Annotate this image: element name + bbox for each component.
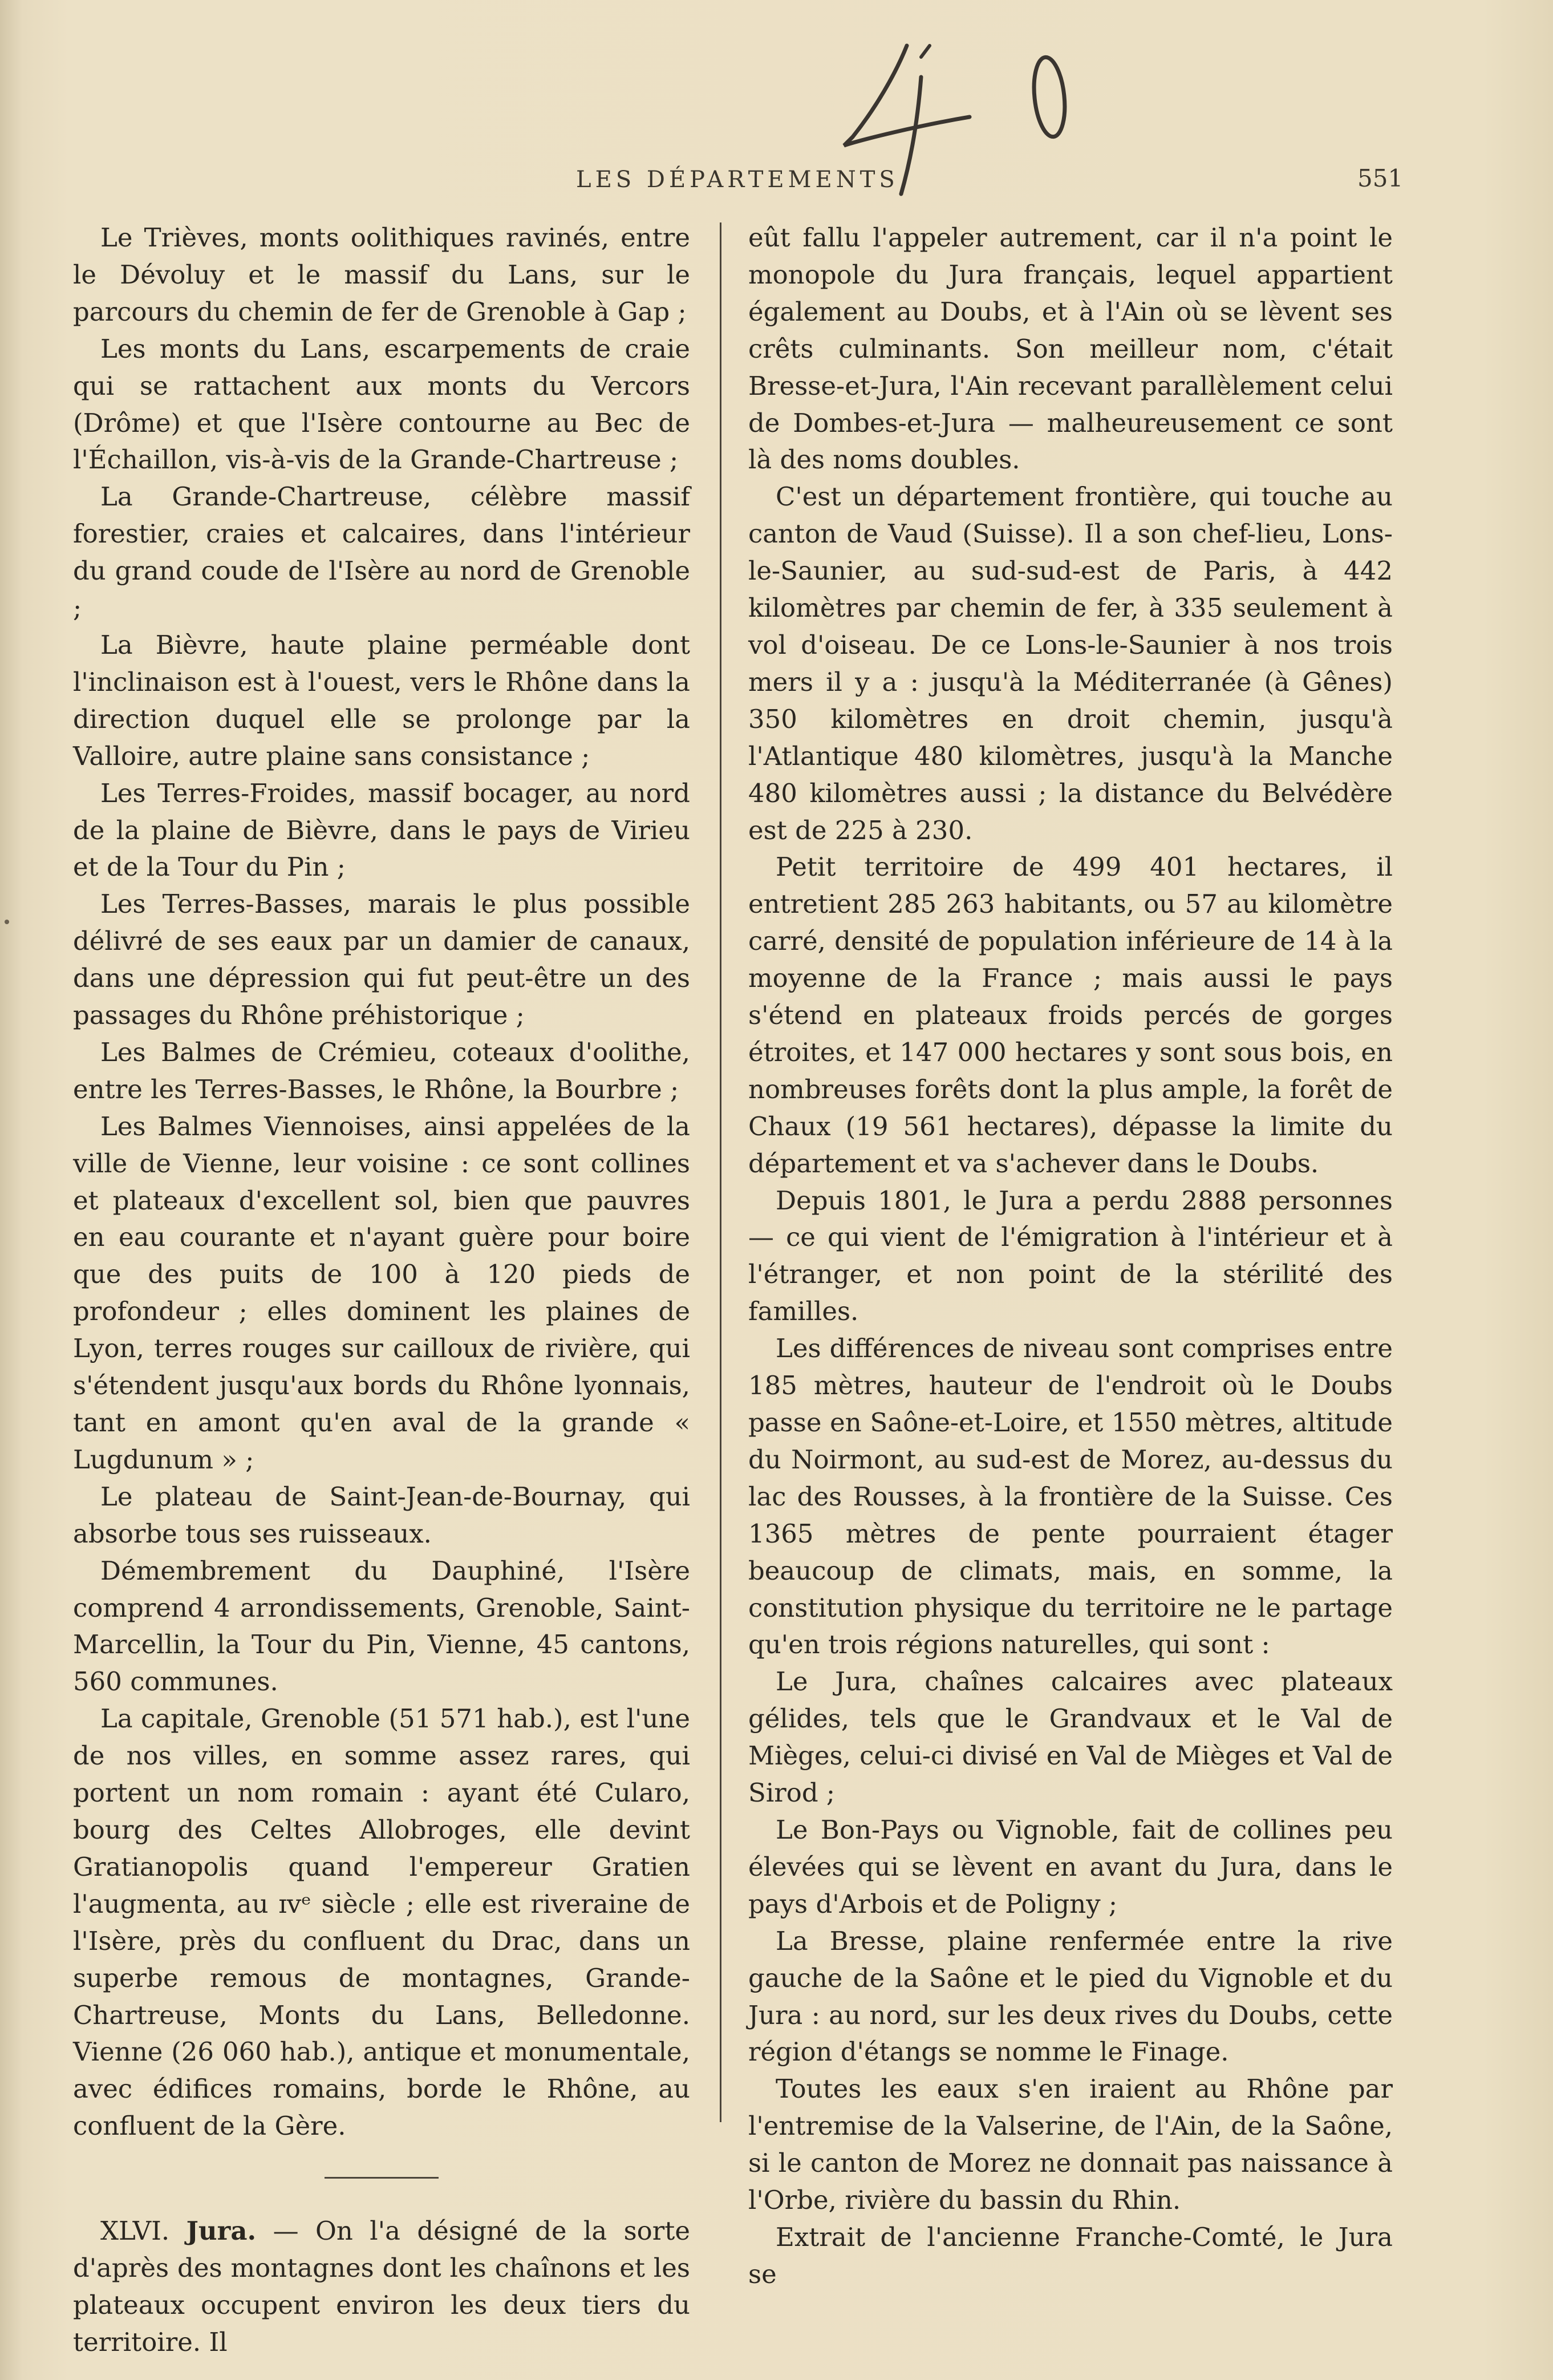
paragraph: Toutes les eaux s'en iraient au Rhône par l'entremise de la Valserine, de l'Ain, de la Saône, si le canton de Morez ne donnait pas naissance à l'Orbe, rivière du bassin du Rhin. <box>748 2074 1393 2216</box>
paragraph: Les Balmes Viennoises, ainsi appelées de la ville de Vienne, leur voisine : ce sont collines et plateaux d'excellent sol, bien que pauvres en eau courante et n'ayant guère pour boire que des puits de 100 à 120 pieds de profondeur ; elles dominent les plaines de Lyon, terres rouges sur cailloux de rivière, qui s'étendent jusqu'aux bords du Rhône lyonnais, tant en amont qu'en aval de la grande « Lugdunum » ; <box>73 1111 690 1475</box>
paragraph: La Bresse, plaine renfermée entre la rive gauche de la Saône et le pied du Vignoble et du Jura : au nord, sur les deux rives du Doubs, cette région d'étangs se nomme le Finage. <box>748 1925 1393 2067</box>
paragraph: C'est un département frontière, qui touche au canton de Vaud (Suisse). Il a son chef-lieu, Lons-le-Saunier, au sud-sud-est de Paris, à 442 kilomètres par chemin de fer, à 335 seulement à vol d'oiseau. De ce Lons-le-Saunier à nos trois mers il y a : jusqu'à la Méditerranée (à Gênes) 350 kilomètres en droit chemin, jusqu'à l'Atlantique 480 kilomètres, jusqu'à la Manche 480 kilomètres aussi ; la distance du Belvédère est de 225 à 230. <box>748 481 1393 845</box>
paragraph: Le Trièves, monts oolithiques ravinés, entre le Dévoluy et le massif du Lans, sur le parcours du chemin de fer de Grenoble à Gap ; <box>73 222 690 327</box>
right-column <box>748 220 1393 2293</box>
paragraph: Les Balmes de Crémieu, coteaux d'oolithe, entre les Terres-Basses, le Rhône, la Bourbre ; <box>73 1037 690 1104</box>
section-text: — On l'a désigné de la sorte d'après des montagnes dont les chaînons et les plateaux occupent environ les deux tiers du territoire. Il <box>73 2216 690 2357</box>
paragraph: La capitale, Grenoble (51 571 hab.), est l'une de nos villes, en somme assez rares, qui portent un nom romain : ayant été Cularo, bourg des Celtes Allobroges, elle devint Gratianopolis quand l'empereur Gratien l'augmenta, au ɪᴠᵉ siècle ; elle est riveraine de l'Isère, près du confluent du Drac, dans un superbe remous de montagnes, Grande-Chartreuse, Monts du Lans, Belledonne. Vienne (26 060 hab.), antique et monumentale, avec édifices romains, borde le Rhône, au confluent de la Gère. <box>73 1703 690 2142</box>
page-number: 551 <box>1357 164 1404 192</box>
section-title: Jura. <box>186 2216 257 2247</box>
paragraph: Extrait de l'ancienne Franche-Comté, le Jura se <box>748 2221 1393 2289</box>
paragraph: eût fallu l'appeler autrement, car il n'a point le monopole du Jura français, lequel appartient également au Doubs, et à l'Ain où se lèvent ses crêts culminants. Son meilleur nom, c'était Bresse-et-Jura, l'Ain recevant parallèlement celui de Dombes-et-Jura — malheureusement ce sont là des noms doubles. <box>748 222 1393 475</box>
paragraph: Le Jura, chaînes calcaires avec plateaux gélides, tels que le Grandvaux et le Val de Mièges, celui-ci divisé en Val de Mièges et Val de Sirod ; <box>748 1666 1393 1808</box>
column-divider <box>720 222 721 2122</box>
paragraph: Petit territoire de 499 401 hectares, il entretient 285 263 habitants, ou 57 au kilomètre carré, densité de population inférieure de 14 à la moyenne de la France ; mais aussi le pays s'étend en plateaux froids percés de gorges étroites, et 147 000 hectares y sont sous bois, en nombreuses forêts dont la plus ample, la forêt de Chaux (19 561 hectares), dépasse la limite du département et va s'achever dans le Doubs. <box>748 852 1393 1179</box>
left-column <box>73 220 690 2361</box>
paragraph: La Grande-Chartreuse, célèbre massif forestier, craies et calcaires, dans l'intérieur du grand coude de l'Isère au nord de Grenoble ; <box>73 481 690 624</box>
paragraph: Les monts du Lans, escarpements de craie qui se rattachent aux monts du Vercors (Drôme) et que l'Isère contourne au Bec de l'Échaillon, vis-à-vis de la Grande-Chartreuse ; <box>73 333 690 475</box>
paragraph: Les Terres-Froides, massif bocager, au nord de la plaine de Bièvre, dans le pays de Virieu et de la Tour du Pin ; <box>73 778 690 883</box>
paragraph: La Bièvre, haute plaine perméable dont l'inclinaison est à l'ouest, vers le Rhône dans la direction duquel elle se prolonge par la Valloire, autre plaine sans consistance ; <box>73 629 690 771</box>
paragraph: Le plateau de Saint-Jean-de-Bournay, qui absorbe tous ses ruisseaux. <box>73 1481 690 1549</box>
paragraph: Les Terres-Basses, marais le plus possible délivré de ses eaux par un damier de canaux, dans une dépression qui fut peut-être un des passages du Rhône préhistorique ; <box>73 889 690 1031</box>
section-number: XLVI. <box>100 2216 170 2247</box>
paragraph: Depuis 1801, le Jura a perdu 2888 personnes — ce qui vient de l'émigration à l'intérieur et à l'étranger, et non point de la stérilité des familles. <box>748 1185 1393 1327</box>
running-head: LES DÉPARTEMENTS <box>576 167 899 193</box>
paragraph: Les différences de niveau sont comprises entre 185 mètres, hauteur de l'endroit où le Doubs passe en Saône-et-Loire, et 1550 mètres, altitude du Noirmont, au sud-est de Morez, au-dessus du lac des Rousses, à la frontière de la Suisse. Ces 1365 mètres de pente pourraient étager beaucoup de climats, mais, en somme, la constitution physique du territoire ne le partage qu'en trois régions naturelles, qui sont : <box>748 1333 1393 1660</box>
margin-mark <box>5 920 9 924</box>
paragraph: Le Bon-Pays ou Vignoble, fait de collines peu élevées qui se lèvent en avant du Jura, dans le pays d'Arbois et de Poligny ; <box>748 1814 1393 1919</box>
section-paragraph <box>73 2213 690 2361</box>
paragraph: Démembrement du Dauphiné, l'Isère comprend 4 arrondissements, Grenoble, Saint-Marcellin, la Tour du Pin, Vienne, 45 cantons, 560 communes. <box>73 1555 690 1697</box>
section-separator <box>325 2177 439 2179</box>
